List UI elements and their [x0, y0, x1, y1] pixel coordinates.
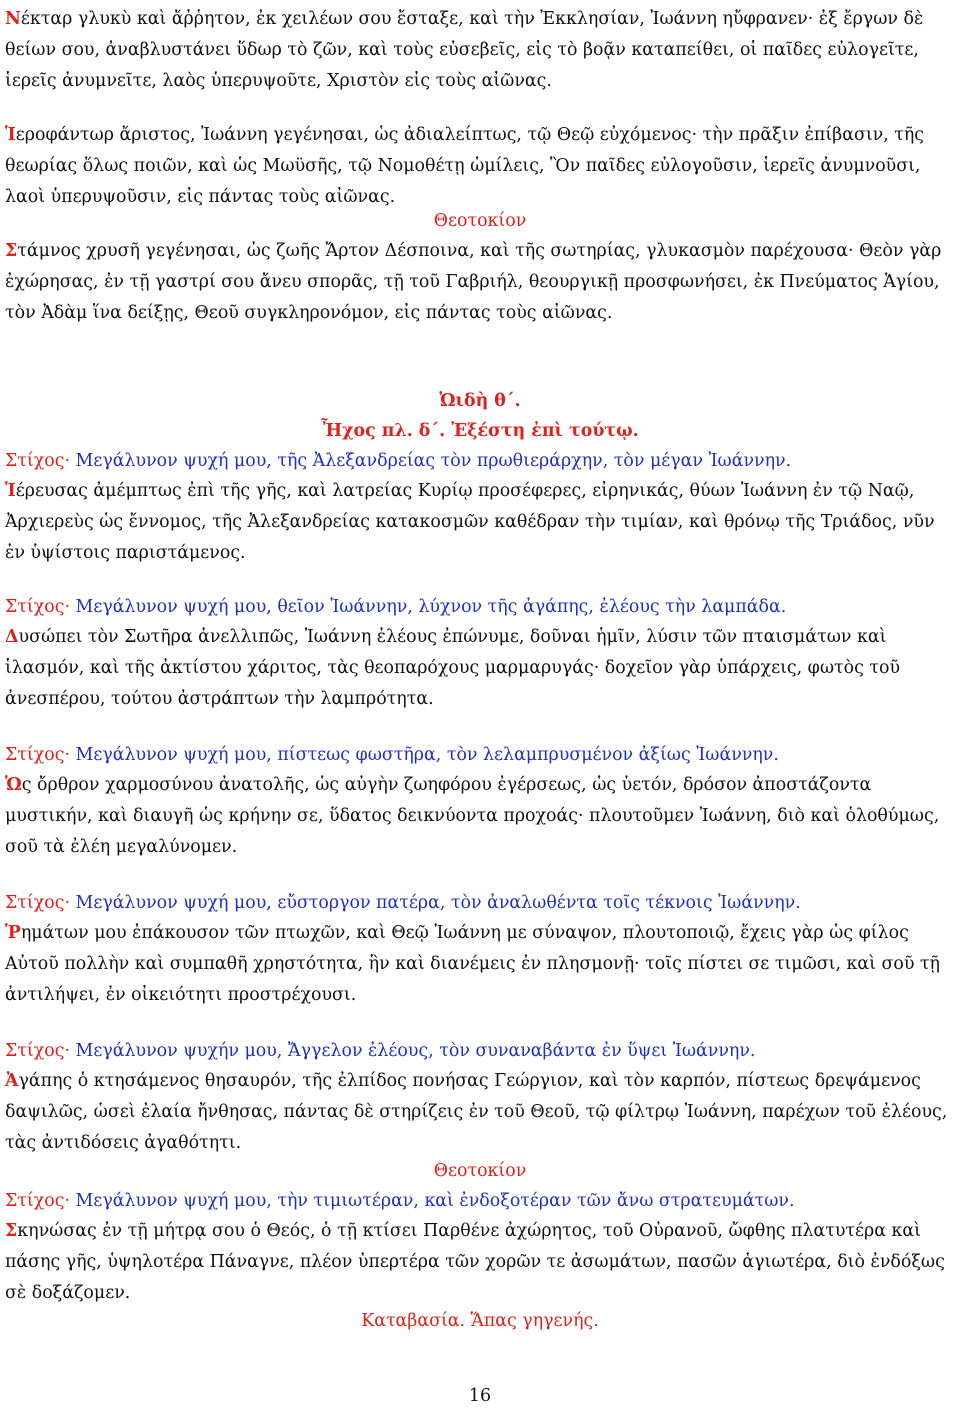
page-number: 16	[468, 1386, 492, 1406]
troparion-text: κηνώσας ἐν τῇ μήτρᾳ σου ὁ Θεός, ὁ τῇ κτίσει Παρθένε ἀχώρητος, τοῦ Οὐρανοῦ, ὤφθης πλατυτέρα καὶ πάσης γῆς, ὑψηλοτέρα Πάναγνε, πλέον ὑπερτέρα τῶν χορῶν τε ἀσωμάτων, πασῶν ἁγιωτέρα, διὸ ἐνδόξως σὲ δοξάζομεν.	[5, 1221, 945, 1303]
drop-initial: Ῥ	[5, 923, 21, 943]
troparion-5	[5, 622, 955, 715]
drop-initial: Δ	[5, 627, 19, 647]
drop-initial: Σ	[5, 1221, 18, 1241]
drop-initial: Ν	[5, 9, 21, 29]
troparion-text: έρευσας ἀμέμπτως ἐπὶ τῆς γῆς, καὶ λατρείας Κυρίῳ προσέφερες, εἰρηνικάς, θύων Ἰωάννη ἐν τῷ Ναῷ, Ἀρχιερεὺς ὡς ἔννομος, τῆς Ἀλεξανδρείας κατακοσμῶν καθέδραν τὴν τιμίαν, καὶ θρόνῳ τῆς Τριάδος, νῦν ἐν ὑψίστοις παριστάμενος.	[5, 481, 935, 563]
stichos-prefix: Στίχος·	[5, 451, 76, 471]
ode-title: Ὠιδὴ θ΄.	[439, 391, 521, 411]
drop-initial: Ἱ	[5, 481, 16, 501]
troparion-7	[5, 918, 955, 1011]
troparion-9	[5, 1216, 955, 1309]
troparion-text: τάμνος χρυσῆ γεγένησαι, ὡς ζωῆς Ἄρτον Δέσποινα, καὶ τῆς σωτηρίας, γλυκασμὸν παρέχουσα· Θεὸν γὰρ ἐχώρησας, ἐν τῇ γαστρί σου ἄνευ σπορᾶς, τῇ τοῦ Γαβριήλ, θεουργικῇ προσφωνήσει, ἐκ Πνεύματος Ἁγίου, τὸν Ἀδὰμ ἵνα δείξῃς, Θεοῦ συγκληρονόμον, εἰς πάντας τοὺς αἰῶνας.	[5, 241, 942, 323]
troparion-text: ημάτων μου ἐπάκουσον τῶν πτωχῶν, καὶ Θεῷ Ἰωάννη με σύναψον, πλουτοποιῷ, ἔχεις γὰρ ὡς φίλος Αὐτοῦ πολλὴν καὶ συμπαθῆ χρηστότητα, ἣν καὶ διανέμεις ἐν πλησμονῇ· τοῖς πίστει σε τιμῶσι, καὶ σοῦ τῇ ἀντιλήψει, ἐν οἰκειότητι προστρέχουσι.	[5, 923, 940, 1005]
stichos-2	[5, 592, 955, 623]
ode-tone: Ἦχος πλ. δ΄. Ἐξέστη ἐπὶ τούτῳ.	[321, 421, 639, 441]
stichos-text: Μεγάλυνον ψυχή μου, τὴν τιμιωτέραν, καὶ ἐνδοξοτέραν τῶν ἄνω στρατευμάτων.	[75, 1191, 795, 1211]
stichos-1	[5, 446, 955, 477]
stichos-4	[5, 888, 955, 919]
stichos-text: Μεγάλυνον ψυχή μου, εὔστοργον πατέρα, τὸν ἀναλωθέντα τοῖς τέκνοις Ἰωάννην.	[75, 893, 801, 913]
stichos-prefix: Στίχος·	[5, 597, 76, 617]
stichos-prefix: Στίχος·	[5, 1041, 76, 1061]
stichos-prefix: Στίχος·	[5, 1191, 76, 1211]
troparion-text: υσώπει τὸν Σωτῆρα ἀνελλιπῶς, Ἰωάννη ἐλέους ἐπώνυμε, δοῦναι ἡμῖν, λύσιν τῶν πταισμάτων καὶ ἱλασμόν, καὶ τῆς ἀκτίστου χάριτος, τὰς θεοπαρόχους μαρμαρυγάς· δοχεῖον γὰρ ὑπάρχεις, φωτὸς τοῦ ἀνεσπέρου, τούτου ἀστράπτων τὴν λαμπρότητα.	[5, 627, 901, 709]
stichos-prefix: Στίχος·	[5, 745, 76, 765]
troparion-2	[5, 120, 955, 213]
troparion-text: εροφάντωρ ἄριστος, Ἰωάννη γεγένησαι, ὡς ἀδιαλείπτως, τῷ Θεῷ εὐχόμενος· τὴν πρᾶξιν ἐπίβασιν, τῆς θεωρίας ὅλως ποιῶν, καὶ ὡς Μωϋσῆς, τῷ Νομοθέτῃ ὡμίλεις, Ὃν παῖδες εὐλογοῦσιν, ἱερεῖς ἀνυμνοῦσι, λαοὶ ὑπερυψοῦσιν, εἰς πάντας τοὺς αἰῶνας.	[5, 125, 925, 207]
troparion-6	[5, 770, 955, 863]
troparion-text: έκταρ γλυκὺ καὶ ἄῤῥητον, ἐκ χειλέων σου ἔσταξε, καὶ τὴν Ἐκκλησίαν, Ἰωάννη ηὔφρανεν· ἐξ ἔργων δὲ θείων σου, ἀναβλυστάνει ὕδωρ τὸ ζῶν, καὶ τοὺς εὐσεβεῖς, εἰς τὸ βοᾷν καταπείθει, οἱ παῖδες εὐλογεῖτε, ἱερεῖς ἀνυμνεῖτε, λαὸς ὑπερυψοῦτε, Χριστὸν εἰς τοὺς αἰῶνας.	[5, 9, 924, 91]
stichos-3	[5, 740, 955, 771]
drop-initial: Ἱ	[5, 125, 16, 145]
drop-initial: Ὡ	[5, 775, 22, 795]
stichos-text: Μεγάλυνον ψυχήν μου, Ἄγγελον ἐλέους, τὸν συναναβάντα ἐν ὕψει Ἰωάννην.	[75, 1041, 756, 1061]
theotokion-label: Θεοτοκίον	[433, 1161, 527, 1181]
katavasia-label: Καταβασία. Ἅπας γηγενής.	[361, 1311, 599, 1331]
troparion-3	[5, 236, 955, 329]
stichos-6	[5, 1186, 955, 1217]
troparion-4	[5, 476, 955, 569]
stichos-text: Μεγάλυνον ψυχή μου, πίστεως φωστῆρα, τὸν λελαμπρυσμένον ἀξίως Ἰωάννην.	[75, 745, 779, 765]
troparion-text: ς ὄρθρον χαρμοσύνου ἀνατολῆς, ὡς αὐγὴν ζωηφόρου ἐγέρσεως, ὡς ὑετόν, δρόσον ἀποστάζοντα μυστικήν, καὶ διαυγῆ ὡς κρήνην σε, ὕδατος δεικνύοντα προχοάς· πλουτοῦμεν Ἰωάννη, διὸ καὶ ὁλοθύμως, σοῦ τὰ ἐλέη μεγαλύνομεν.	[5, 775, 940, 857]
stichos-5	[5, 1036, 955, 1067]
theotokion-label: Θεοτοκίον	[433, 211, 527, 231]
troparion-8	[5, 1066, 955, 1159]
troparion-text: γάπης ὁ κτησάμενος θησαυρόν, τῆς ἐλπίδος πονήσας Γεώργιον, καὶ τὸν καρπόν, πίστεως δρεψάμενος δαψιλῶς, ὡσεὶ ἐλαία ἤνθησας, πάντας δὲ στηρίζεις ἐν τοῦ Θεοῦ, τῷ φίλτρῳ Ἰωάννη, παρέχων τοῦ ἐλέους, τὰς ἀντιδόσεις ἀγαθότητι.	[5, 1071, 948, 1153]
drop-initial: Ἀ	[5, 1071, 19, 1091]
stichos-text: Μεγάλυνον ψυχή μου, θεῖον Ἰωάννην, λύχνον τῆς ἀγάπης, ἐλέους τὴν λαμπάδα.	[75, 597, 787, 617]
stichos-text: Μεγάλυνον ψυχή μου, τῆς Ἀλεξανδρείας τὸν πρωθιεράρχην, τὸν μέγαν Ἰωάννην.	[75, 451, 792, 471]
stichos-prefix: Στίχος·	[5, 893, 76, 913]
troparion-1	[5, 4, 955, 97]
drop-initial: Σ	[5, 241, 18, 261]
